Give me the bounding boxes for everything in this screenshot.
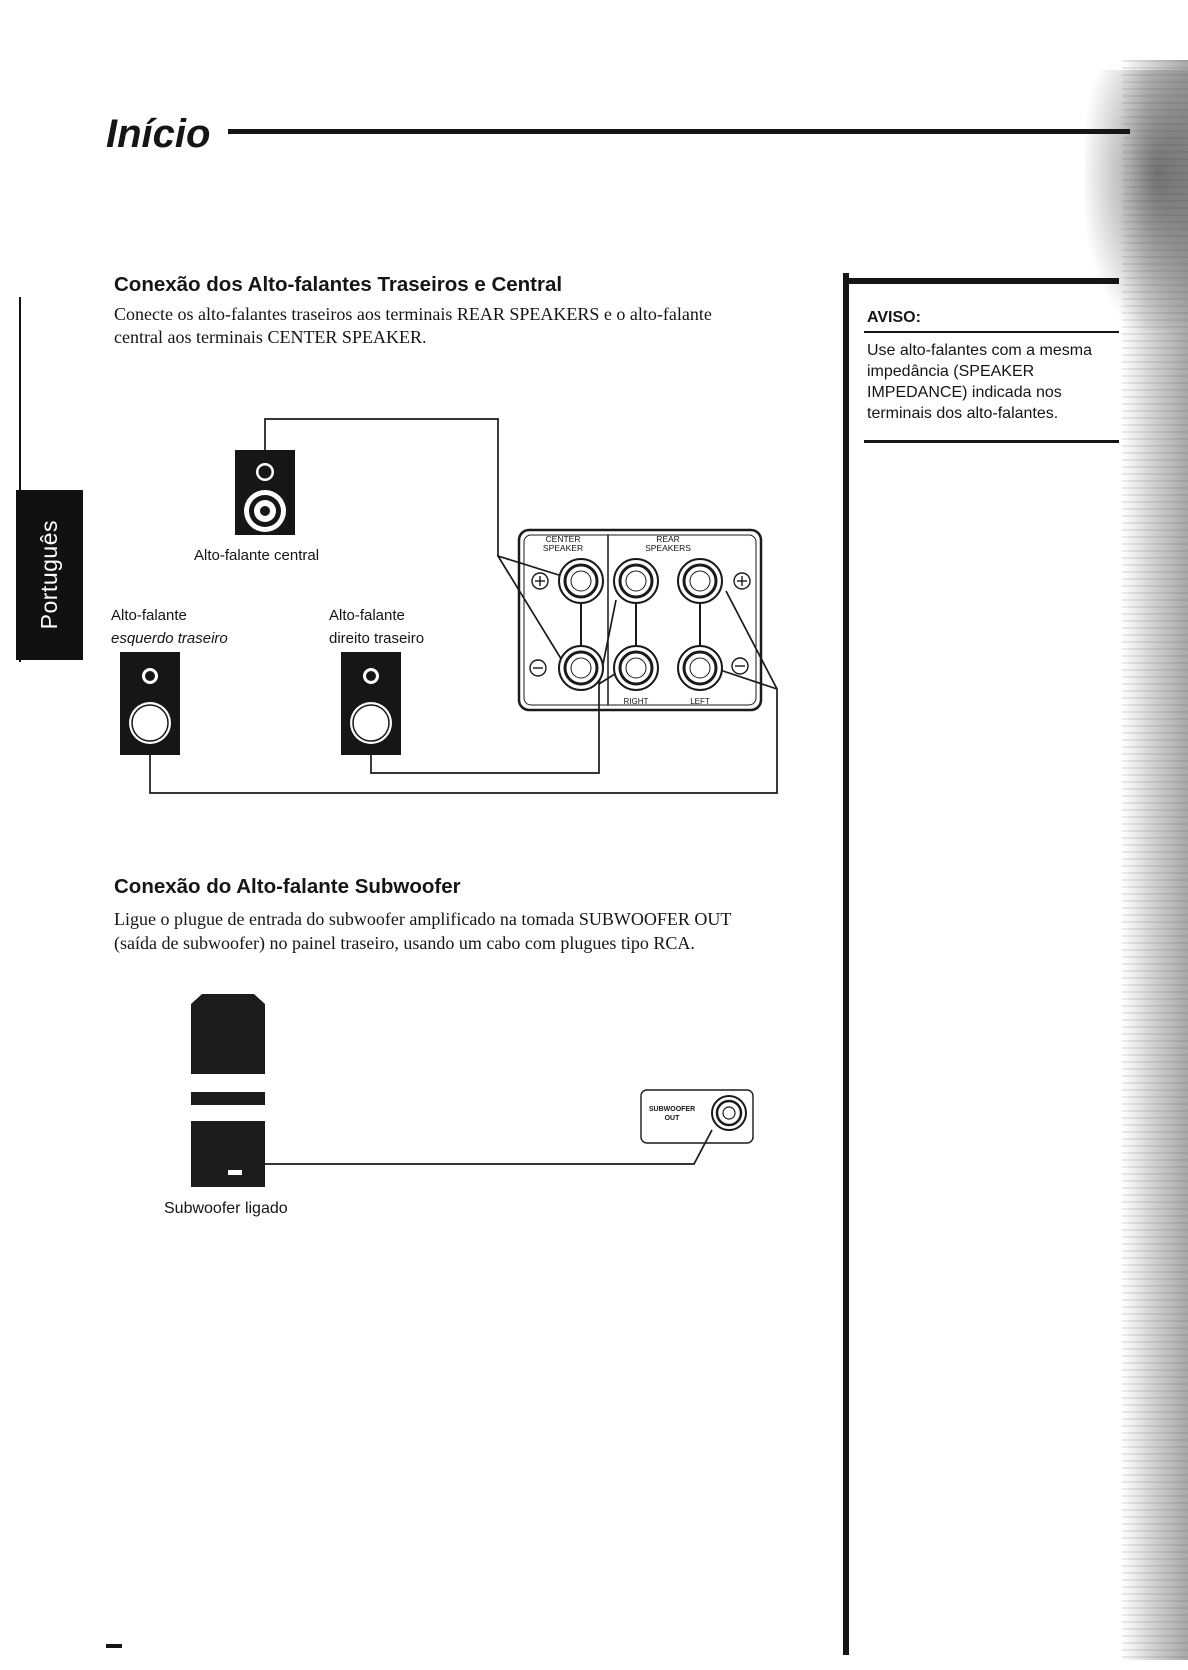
language-tab-label: Português: [36, 520, 62, 630]
rear-speakers-panel-label: REAR: [656, 534, 680, 544]
rca-jack-icon: [712, 1096, 746, 1130]
center-speaker-label: Alto-falante central: [194, 547, 320, 564]
rear-left-speaker-icon: [120, 652, 180, 755]
paragraph-line: (saída de subwoofer) no painel traseiro, usando um cabo com plugues tipo RCA.: [114, 933, 695, 953]
tweeter-center: [366, 671, 376, 681]
warning-line: IMPEDANCE) indicada nos: [867, 384, 1062, 401]
rear-right-speaker-label: direito traseiro: [329, 630, 425, 647]
left-channel-label: LEFT: [690, 697, 710, 706]
terminal-knob: [565, 652, 597, 684]
terminal-knob: [620, 565, 652, 597]
jack-ring: [717, 1101, 741, 1125]
rear-right-negative-terminal-icon: [614, 646, 658, 690]
subwoofer-out-jack-panel: [641, 1090, 753, 1143]
plus-icon: [734, 573, 750, 589]
rear-left-positive-terminal-icon: [678, 559, 722, 603]
jack-label: OUT: [664, 1115, 680, 1122]
section-heading-subwoofer: Conexão do Alto-falante Subwoofer: [114, 875, 461, 898]
terminal-knob: [684, 565, 716, 597]
subwoofer-wiring-diagram: [150, 980, 780, 1210]
rear-right-speaker-label: Alto-falante: [329, 607, 405, 624]
center-speaker-panel-label: CENTER: [545, 534, 581, 544]
rear-right-speaker-icon: [341, 652, 401, 755]
section-paragraph-subwoofer: [114, 907, 731, 955]
warning-title-rule: [864, 331, 1119, 333]
rear-speakers-panel-label: SPEAKERS: [645, 543, 691, 553]
title-rule: [228, 129, 1130, 134]
subwoofer-power-indicator: [228, 1170, 242, 1175]
rear-right-positive-terminal-icon: [614, 559, 658, 603]
scan-edge-dark-patch: [1085, 70, 1188, 330]
rear-left-negative-terminal-icon: [678, 646, 722, 690]
warning-line: Use alto-falantes com a mesma: [867, 342, 1092, 359]
subwoofer-cable: [265, 1130, 712, 1164]
subwoofer-icon: [191, 994, 265, 1187]
paragraph-line: Ligue o plugue de entrada do subwoofer amplificado na tomada SUBWOOFER OUT: [114, 909, 732, 929]
center-negative-terminal-icon: [559, 646, 603, 690]
woofer-dustcap: [260, 506, 270, 516]
subwoofer-band: [191, 1105, 265, 1121]
page-footer-dash: [106, 1644, 122, 1648]
section-paragraph-rear-center: [114, 303, 712, 349]
rear-left-speaker-label: esquerdo traseiro: [111, 630, 228, 647]
page-title: Início: [106, 112, 211, 156]
woofer: [129, 702, 171, 744]
terminal-knob: [565, 565, 597, 597]
right-channel-label: RIGHT: [623, 697, 649, 706]
minus-icon: [530, 660, 546, 676]
tweeter-center: [145, 671, 155, 681]
woofer: [350, 702, 392, 744]
subwoofer-label: Subwoofer ligado: [164, 1200, 288, 1217]
minus-icon: [732, 658, 748, 674]
terminal-knob: [620, 652, 652, 684]
warning-line: impedância (SPEAKER: [867, 363, 1035, 380]
sidebar-bottom-rule: [864, 440, 1119, 443]
sidebar-vertical-rule: [843, 273, 849, 1655]
rear-left-speaker-label: Alto-falante: [111, 607, 187, 624]
plus-icon: [532, 573, 548, 589]
paragraph-line: central aos terminais CENTER SPEAKER.: [114, 327, 427, 347]
center-speaker-panel-label: SPEAKER: [542, 543, 584, 553]
language-tab: [16, 490, 83, 660]
jack-label: SUBWOOFER: [648, 1106, 696, 1113]
warning-line: terminais dos alto-falantes.: [867, 405, 1059, 422]
rear-center-wiring-diagram: [100, 400, 800, 810]
center-speaker-icon: [235, 450, 295, 535]
subwoofer-band: [191, 1074, 265, 1092]
warning-title: AVISO:: [867, 309, 921, 326]
paragraph-line: Conecte os alto-falantes traseiros aos terminais REAR SPEAKERS e o alto-falante: [114, 304, 712, 324]
section-heading-rear-center: Conexão dos Alto-falantes Traseiros e Central: [114, 273, 563, 296]
sidebar-top-rule: [849, 278, 1119, 284]
warning-text: [867, 340, 1092, 424]
terminal-knob: [684, 652, 716, 684]
center-positive-terminal-icon: [559, 559, 603, 603]
tweeter-center: [259, 466, 272, 479]
